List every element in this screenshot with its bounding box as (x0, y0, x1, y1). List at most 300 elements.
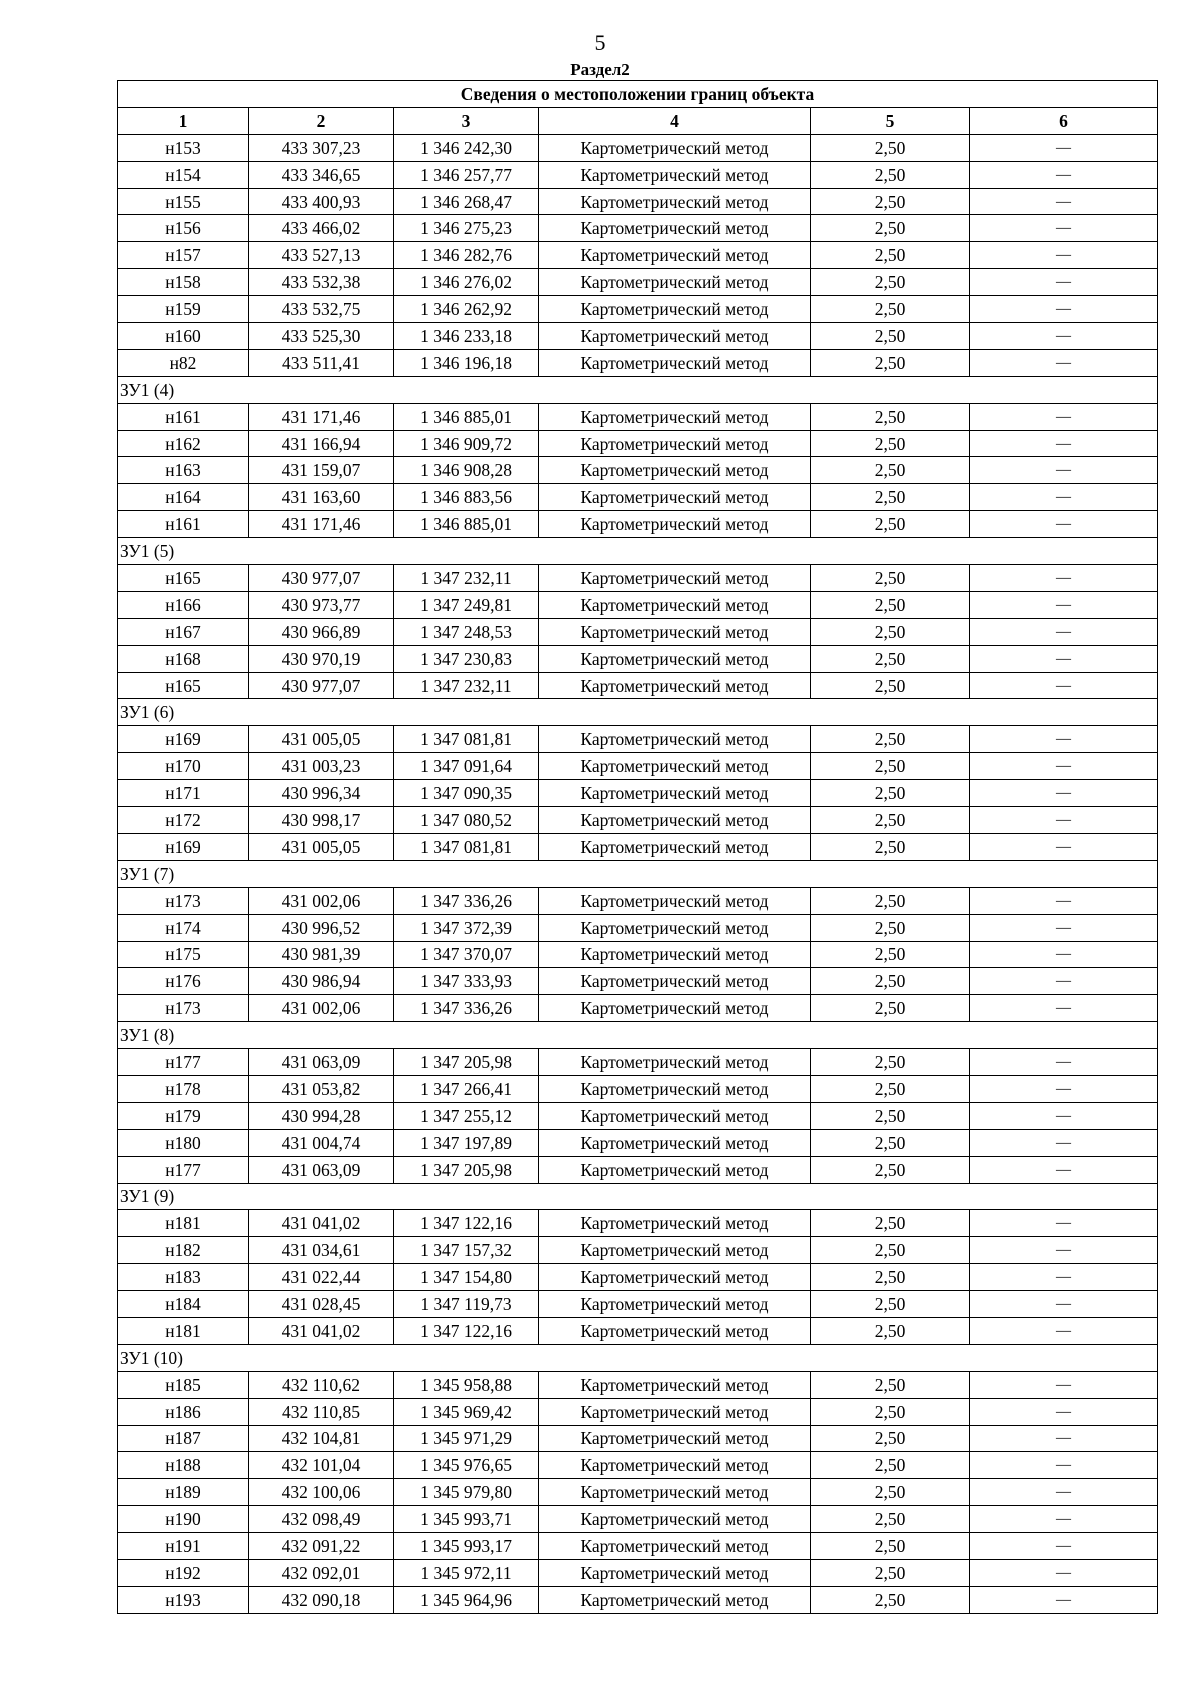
accuracy-cell: 2,50 (811, 1210, 970, 1237)
x-coordinate-cell: 431 171,46 (249, 511, 394, 538)
description-cell: — (970, 242, 1158, 269)
method-cell: Картометрический метод (539, 780, 811, 807)
point-name-cell: н186 (118, 1398, 249, 1425)
y-coordinate-cell: 1 345 969,42 (394, 1398, 539, 1425)
accuracy-cell: 2,50 (811, 188, 970, 215)
table-row (118, 591, 1158, 618)
accuracy-cell: 2,50 (811, 1237, 970, 1264)
column-header-5: 5 (811, 107, 970, 134)
column-header-1: 1 (118, 107, 249, 134)
x-coordinate-cell: 433 532,38 (249, 269, 394, 296)
point-name-cell: н179 (118, 1102, 249, 1129)
method-cell: Картометрический метод (539, 215, 811, 242)
y-coordinate-cell: 1 346 908,28 (394, 457, 539, 484)
y-coordinate-cell: 1 346 262,92 (394, 296, 539, 323)
description-cell: — (970, 1049, 1158, 1076)
point-name-cell: н160 (118, 323, 249, 350)
table-row (118, 242, 1158, 269)
y-coordinate-cell: 1 346 883,56 (394, 484, 539, 511)
column-header-3: 3 (394, 107, 539, 134)
y-coordinate-cell: 1 345 964,96 (394, 1586, 539, 1613)
point-name-cell: н169 (118, 833, 249, 860)
accuracy-cell: 2,50 (811, 1479, 970, 1506)
method-cell: Картометрический метод (539, 1156, 811, 1183)
x-coordinate-cell: 431 004,74 (249, 1129, 394, 1156)
group-label: ЗУ1 (6) (118, 699, 1158, 726)
x-coordinate-cell: 430 981,39 (249, 941, 394, 968)
x-coordinate-cell: 432 090,18 (249, 1586, 394, 1613)
method-cell: Картометрический метод (539, 753, 811, 780)
y-coordinate-cell: 1 347 090,35 (394, 780, 539, 807)
x-coordinate-cell: 431 166,94 (249, 430, 394, 457)
table-row (118, 349, 1158, 376)
table-row (118, 188, 1158, 215)
method-cell: Картометрический метод (539, 1559, 811, 1586)
table-row (118, 457, 1158, 484)
accuracy-cell: 2,50 (811, 1425, 970, 1452)
table-row (118, 1398, 1158, 1425)
y-coordinate-cell: 1 347 249,81 (394, 591, 539, 618)
y-coordinate-cell: 1 347 197,89 (394, 1129, 539, 1156)
description-cell: — (970, 1533, 1158, 1560)
accuracy-cell: 2,50 (811, 591, 970, 618)
table-row (118, 215, 1158, 242)
accuracy-cell: 2,50 (811, 511, 970, 538)
group-label: ЗУ1 (8) (118, 1022, 1158, 1049)
description-cell: — (970, 780, 1158, 807)
y-coordinate-cell: 1 347 372,39 (394, 914, 539, 941)
table-row (118, 323, 1158, 350)
description-cell: — (970, 1210, 1158, 1237)
group-row (118, 699, 1158, 726)
table-row (118, 780, 1158, 807)
table-row (118, 672, 1158, 699)
x-coordinate-cell: 431 063,09 (249, 1156, 394, 1183)
description-cell: — (970, 1317, 1158, 1344)
accuracy-cell: 2,50 (811, 269, 970, 296)
y-coordinate-cell: 1 347 091,64 (394, 753, 539, 780)
y-coordinate-cell: 1 346 257,77 (394, 161, 539, 188)
table-row (118, 1559, 1158, 1586)
method-cell: Картометрический метод (539, 323, 811, 350)
table-row (118, 1533, 1158, 1560)
group-label: ЗУ1 (7) (118, 860, 1158, 887)
description-cell: — (970, 1371, 1158, 1398)
point-name-cell: н185 (118, 1371, 249, 1398)
method-cell: Картометрический метод (539, 672, 811, 699)
method-cell: Картометрический метод (539, 1210, 811, 1237)
y-coordinate-cell: 1 345 979,80 (394, 1479, 539, 1506)
point-name-cell: н177 (118, 1156, 249, 1183)
accuracy-cell: 2,50 (811, 618, 970, 645)
description-cell: — (970, 645, 1158, 672)
accuracy-cell: 2,50 (811, 995, 970, 1022)
point-name-cell: н173 (118, 887, 249, 914)
description-cell: — (970, 511, 1158, 538)
y-coordinate-cell: 1 347 230,83 (394, 645, 539, 672)
y-coordinate-cell: 1 347 232,11 (394, 565, 539, 592)
x-coordinate-cell: 431 063,09 (249, 1049, 394, 1076)
method-cell: Картометрический метод (539, 645, 811, 672)
x-coordinate-cell: 431 003,23 (249, 753, 394, 780)
table-row (118, 1371, 1158, 1398)
table-row (118, 887, 1158, 914)
point-name-cell: н174 (118, 914, 249, 941)
y-coordinate-cell: 1 346 242,30 (394, 134, 539, 161)
x-coordinate-cell: 432 104,81 (249, 1425, 394, 1452)
group-label: ЗУ1 (9) (118, 1183, 1158, 1210)
method-cell: Картометрический метод (539, 833, 811, 860)
method-cell: Картометрический метод (539, 968, 811, 995)
y-coordinate-cell: 1 347 081,81 (394, 726, 539, 753)
description-cell: — (970, 914, 1158, 941)
table-row (118, 807, 1158, 834)
description-cell: — (970, 188, 1158, 215)
y-coordinate-cell: 1 347 122,16 (394, 1210, 539, 1237)
table-row (118, 1129, 1158, 1156)
x-coordinate-cell: 433 466,02 (249, 215, 394, 242)
method-cell: Картометрический метод (539, 1371, 811, 1398)
x-coordinate-cell: 431 028,45 (249, 1291, 394, 1318)
x-coordinate-cell: 433 307,23 (249, 134, 394, 161)
group-row (118, 1022, 1158, 1049)
description-cell: — (970, 1291, 1158, 1318)
accuracy-cell: 2,50 (811, 1264, 970, 1291)
point-name-cell: н184 (118, 1291, 249, 1318)
accuracy-cell: 2,50 (811, 645, 970, 672)
y-coordinate-cell: 1 347 336,26 (394, 995, 539, 1022)
x-coordinate-cell: 431 053,82 (249, 1075, 394, 1102)
y-coordinate-cell: 1 345 958,88 (394, 1371, 539, 1398)
y-coordinate-cell: 1 345 993,71 (394, 1506, 539, 1533)
table-row (118, 1291, 1158, 1318)
x-coordinate-cell: 432 100,06 (249, 1479, 394, 1506)
description-cell: — (970, 1559, 1158, 1586)
description-cell: — (970, 833, 1158, 860)
table-title: Сведения о местоположении границ объекта (118, 81, 1158, 108)
x-coordinate-cell: 430 994,28 (249, 1102, 394, 1129)
x-coordinate-cell: 432 091,22 (249, 1533, 394, 1560)
y-coordinate-cell: 1 345 976,65 (394, 1452, 539, 1479)
description-cell: — (970, 1452, 1158, 1479)
table-row (118, 753, 1158, 780)
point-name-cell: н182 (118, 1237, 249, 1264)
y-coordinate-cell: 1 347 333,93 (394, 968, 539, 995)
x-coordinate-cell: 430 996,34 (249, 780, 394, 807)
description-cell: — (970, 565, 1158, 592)
accuracy-cell: 2,50 (811, 1506, 970, 1533)
x-coordinate-cell: 430 970,19 (249, 645, 394, 672)
table-row (118, 296, 1158, 323)
description-cell: — (970, 618, 1158, 645)
point-name-cell: н167 (118, 618, 249, 645)
method-cell: Картометрический метод (539, 807, 811, 834)
description-cell: — (970, 807, 1158, 834)
description-cell: — (970, 323, 1158, 350)
group-row (118, 538, 1158, 565)
accuracy-cell: 2,50 (811, 807, 970, 834)
x-coordinate-cell: 431 002,06 (249, 887, 394, 914)
x-coordinate-cell: 431 034,61 (249, 1237, 394, 1264)
method-cell: Картометрический метод (539, 1129, 811, 1156)
point-name-cell: н173 (118, 995, 249, 1022)
description-cell: — (970, 753, 1158, 780)
description-cell: — (970, 457, 1158, 484)
y-coordinate-cell: 1 346 233,18 (394, 323, 539, 350)
point-name-cell: н187 (118, 1425, 249, 1452)
description-cell: — (970, 887, 1158, 914)
method-cell: Картометрический метод (539, 269, 811, 296)
method-cell: Картометрический метод (539, 1425, 811, 1452)
accuracy-cell: 2,50 (811, 1586, 970, 1613)
point-name-cell: н164 (118, 484, 249, 511)
accuracy-cell: 2,50 (811, 430, 970, 457)
description-cell: — (970, 1506, 1158, 1533)
x-coordinate-cell: 431 041,02 (249, 1317, 394, 1344)
point-name-cell: н191 (118, 1533, 249, 1560)
y-coordinate-cell: 1 347 248,53 (394, 618, 539, 645)
x-coordinate-cell: 430 998,17 (249, 807, 394, 834)
accuracy-cell: 2,50 (811, 1371, 970, 1398)
description-cell: — (970, 1398, 1158, 1425)
y-coordinate-cell: 1 347 205,98 (394, 1156, 539, 1183)
y-coordinate-cell: 1 347 255,12 (394, 1102, 539, 1129)
method-cell: Картометрический метод (539, 1586, 811, 1613)
y-coordinate-cell: 1 347 122,16 (394, 1317, 539, 1344)
point-name-cell: н166 (118, 591, 249, 618)
description-cell: — (970, 1479, 1158, 1506)
x-coordinate-cell: 430 996,52 (249, 914, 394, 941)
y-coordinate-cell: 1 346 268,47 (394, 188, 539, 215)
description-cell: — (970, 269, 1158, 296)
table-row (118, 430, 1158, 457)
point-name-cell: н180 (118, 1129, 249, 1156)
accuracy-cell: 2,50 (811, 1452, 970, 1479)
x-coordinate-cell: 433 400,93 (249, 188, 394, 215)
point-name-cell: н156 (118, 215, 249, 242)
table-row (118, 968, 1158, 995)
accuracy-cell: 2,50 (811, 914, 970, 941)
accuracy-cell: 2,50 (811, 833, 970, 860)
method-cell: Картометрический метод (539, 1452, 811, 1479)
group-row (118, 860, 1158, 887)
method-cell: Картометрический метод (539, 484, 811, 511)
point-name-cell: н169 (118, 726, 249, 753)
x-coordinate-cell: 433 527,13 (249, 242, 394, 269)
description-cell: — (970, 403, 1158, 430)
column-header-6: 6 (970, 107, 1158, 134)
method-cell: Картометрический метод (539, 914, 811, 941)
method-cell: Картометрический метод (539, 565, 811, 592)
accuracy-cell: 2,50 (811, 484, 970, 511)
accuracy-cell: 2,50 (811, 941, 970, 968)
method-cell: Картометрический метод (539, 1049, 811, 1076)
table-row (118, 511, 1158, 538)
table-row (118, 941, 1158, 968)
method-cell: Картометрический метод (539, 1317, 811, 1344)
description-cell: — (970, 484, 1158, 511)
x-coordinate-cell: 431 002,06 (249, 995, 394, 1022)
method-cell: Картометрический метод (539, 591, 811, 618)
x-coordinate-cell: 431 159,07 (249, 457, 394, 484)
y-coordinate-cell: 1 346 282,76 (394, 242, 539, 269)
point-name-cell: н189 (118, 1479, 249, 1506)
description-cell: — (970, 349, 1158, 376)
method-cell: Картометрический метод (539, 457, 811, 484)
description-cell: — (970, 941, 1158, 968)
y-coordinate-cell: 1 347 266,41 (394, 1075, 539, 1102)
table-row (118, 833, 1158, 860)
y-coordinate-cell: 1 347 232,11 (394, 672, 539, 699)
y-coordinate-cell: 1 345 972,11 (394, 1559, 539, 1586)
accuracy-cell: 2,50 (811, 1156, 970, 1183)
group-row (118, 1183, 1158, 1210)
x-coordinate-cell: 431 041,02 (249, 1210, 394, 1237)
point-name-cell: н165 (118, 672, 249, 699)
table-row (118, 1156, 1158, 1183)
group-label: ЗУ1 (5) (118, 538, 1158, 565)
table-row (118, 269, 1158, 296)
accuracy-cell: 2,50 (811, 1049, 970, 1076)
table-row (118, 1479, 1158, 1506)
x-coordinate-cell: 433 532,75 (249, 296, 394, 323)
table-row (118, 1237, 1158, 1264)
accuracy-cell: 2,50 (811, 215, 970, 242)
method-cell: Картометрический метод (539, 1264, 811, 1291)
method-cell: Картометрический метод (539, 403, 811, 430)
point-name-cell: н161 (118, 403, 249, 430)
point-name-cell: н181 (118, 1210, 249, 1237)
point-name-cell: н193 (118, 1586, 249, 1613)
point-name-cell: н157 (118, 242, 249, 269)
table-row (118, 1317, 1158, 1344)
point-name-cell: н162 (118, 430, 249, 457)
method-cell: Картометрический метод (539, 511, 811, 538)
method-cell: Картометрический метод (539, 349, 811, 376)
accuracy-cell: 2,50 (811, 296, 970, 323)
y-coordinate-cell: 1 346 276,02 (394, 269, 539, 296)
method-cell: Картометрический метод (539, 887, 811, 914)
accuracy-cell: 2,50 (811, 349, 970, 376)
accuracy-cell: 2,50 (811, 403, 970, 430)
table-row (118, 1506, 1158, 1533)
y-coordinate-cell: 1 346 885,01 (394, 403, 539, 430)
section-title: Раздел2 (570, 60, 630, 79)
x-coordinate-cell: 431 171,46 (249, 403, 394, 430)
y-coordinate-cell: 1 347 119,73 (394, 1291, 539, 1318)
description-cell: — (970, 1075, 1158, 1102)
table-row (118, 1210, 1158, 1237)
accuracy-cell: 2,50 (811, 161, 970, 188)
description-cell: — (970, 968, 1158, 995)
point-name-cell: н175 (118, 941, 249, 968)
description-cell: — (970, 1586, 1158, 1613)
point-name-cell: н183 (118, 1264, 249, 1291)
point-name-cell: н178 (118, 1075, 249, 1102)
table-row (118, 1452, 1158, 1479)
method-cell: Картометрический метод (539, 1075, 811, 1102)
accuracy-cell: 2,50 (811, 457, 970, 484)
description-cell: — (970, 1102, 1158, 1129)
x-coordinate-cell: 432 110,62 (249, 1371, 394, 1398)
description-cell: — (970, 430, 1158, 457)
x-coordinate-cell: 430 973,77 (249, 591, 394, 618)
x-coordinate-cell: 430 986,94 (249, 968, 394, 995)
point-name-cell: н171 (118, 780, 249, 807)
table-row (118, 995, 1158, 1022)
point-name-cell: н155 (118, 188, 249, 215)
table-row (118, 726, 1158, 753)
point-name-cell: н181 (118, 1317, 249, 1344)
description-cell: — (970, 161, 1158, 188)
method-cell: Картометрический метод (539, 941, 811, 968)
point-name-cell: н154 (118, 161, 249, 188)
group-row (118, 1344, 1158, 1371)
y-coordinate-cell: 1 346 909,72 (394, 430, 539, 457)
table-row (118, 914, 1158, 941)
point-name-cell: н159 (118, 296, 249, 323)
x-coordinate-cell: 432 101,04 (249, 1452, 394, 1479)
method-cell: Картометрический метод (539, 1102, 811, 1129)
x-coordinate-cell: 431 022,44 (249, 1264, 394, 1291)
method-cell: Картометрический метод (539, 161, 811, 188)
x-coordinate-cell: 430 977,07 (249, 672, 394, 699)
point-name-cell: н177 (118, 1049, 249, 1076)
method-cell: Картометрический метод (539, 296, 811, 323)
point-name-cell: н192 (118, 1559, 249, 1586)
accuracy-cell: 2,50 (811, 726, 970, 753)
description-cell: — (970, 296, 1158, 323)
table-row (118, 134, 1158, 161)
x-coordinate-cell: 430 966,89 (249, 618, 394, 645)
accuracy-cell: 2,50 (811, 323, 970, 350)
page-number: 5 (594, 30, 606, 55)
accuracy-cell: 2,50 (811, 242, 970, 269)
accuracy-cell: 2,50 (811, 1398, 970, 1425)
accuracy-cell: 2,50 (811, 565, 970, 592)
y-coordinate-cell: 1 346 196,18 (394, 349, 539, 376)
y-coordinate-cell: 1 347 205,98 (394, 1049, 539, 1076)
point-name-cell: н161 (118, 511, 249, 538)
accuracy-cell: 2,50 (811, 1129, 970, 1156)
x-coordinate-cell: 432 110,85 (249, 1398, 394, 1425)
table-row (118, 484, 1158, 511)
point-name-cell: н163 (118, 457, 249, 484)
point-name-cell: н168 (118, 645, 249, 672)
point-name-cell: н158 (118, 269, 249, 296)
column-header-row (118, 107, 1158, 134)
y-coordinate-cell: 1 347 336,26 (394, 887, 539, 914)
column-header-2: 2 (249, 107, 394, 134)
accuracy-cell: 2,50 (811, 1533, 970, 1560)
method-cell: Картометрический метод (539, 1506, 811, 1533)
x-coordinate-cell: 431 005,05 (249, 833, 394, 860)
x-coordinate-cell: 433 525,30 (249, 323, 394, 350)
accuracy-cell: 2,50 (811, 672, 970, 699)
table-row (118, 1264, 1158, 1291)
x-coordinate-cell: 432 098,49 (249, 1506, 394, 1533)
description-cell: — (970, 215, 1158, 242)
method-cell: Картометрический метод (539, 430, 811, 457)
method-cell: Картометрический метод (539, 618, 811, 645)
table-row (118, 403, 1158, 430)
method-cell: Картометрический метод (539, 134, 811, 161)
y-coordinate-cell: 1 347 370,07 (394, 941, 539, 968)
accuracy-cell: 2,50 (811, 134, 970, 161)
point-name-cell: н188 (118, 1452, 249, 1479)
table-row (118, 645, 1158, 672)
point-name-cell: н172 (118, 807, 249, 834)
